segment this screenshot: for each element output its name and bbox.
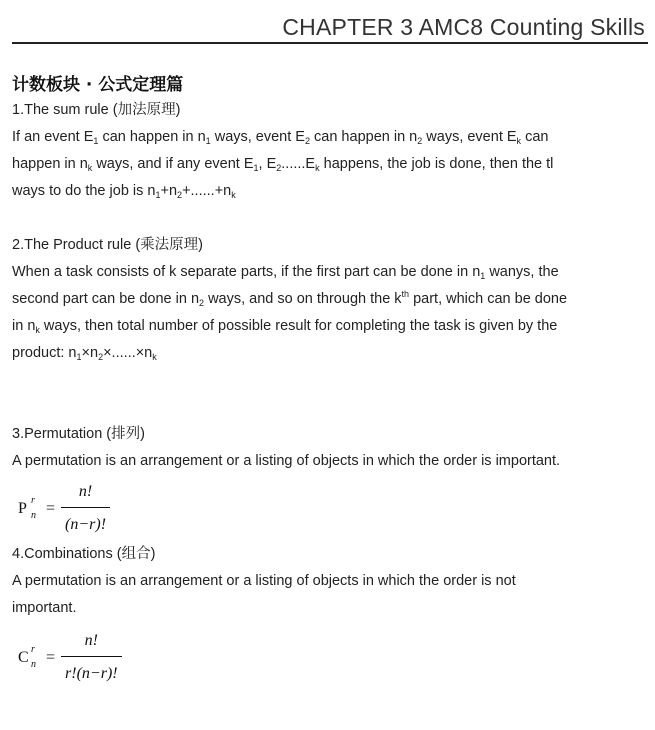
chapter-title: CHAPTER 3 AMC8 Counting Skills bbox=[282, 14, 645, 40]
product-rule-line-2: second part can be done in $n_2$ ways, and so on through the $k^{th}$ part, which can be done bbox=[12, 289, 568, 308]
sum-rule-line-2: happen in $n_k$ ways, and if any event $E_1$, $E_2......E_k$ happens, the job is done, then the tl bbox=[12, 156, 554, 173]
permutation-symbol: P r n bbox=[18, 494, 36, 521]
permutation-fraction: $\frac{n!}{(n-r)!}$ bbox=[61, 478, 110, 538]
combinations-text-line-1: A permutation is an arrangement or a listing of objects in which the order is not bbox=[12, 573, 516, 589]
product-rule-line-4: product: $n_1\times n_2\times......\times n_k$ bbox=[12, 345, 157, 362]
permutation-title: 3.Permutation (排列) bbox=[12, 426, 145, 442]
product-rule-line-3: in $n_k$ ways, then total number of possible result for completing the task is given by the bbox=[12, 318, 558, 335]
section-title: 计数板块 · 公式定理篇 bbox=[12, 75, 184, 95]
product-rule-line-1: When a task consists of k separate parts, if the first part can be done in $n_1$ wanys, the bbox=[12, 264, 559, 281]
sum-rule-line-3: ways to do the job is $n_1+n_2+......+n_k$ bbox=[12, 183, 236, 200]
permutation-formula: P r n = $\frac{n!}{(n-r)!}$ bbox=[18, 485, 642, 531]
combinations-symbol: C r n bbox=[18, 643, 36, 670]
sum-rule-line-1: If an event $E_1$ can happen in $n_1$ ways, event $E_2$ can happen in $n_2$ ways, event $E_k$ can bbox=[12, 129, 549, 146]
sum-rule-title: 1.The sum rule (加法原理) bbox=[12, 102, 181, 118]
header-divider bbox=[12, 42, 648, 44]
product-rule-title: 2.The Product rule (乘法原理) bbox=[12, 237, 203, 253]
permutation-text: A permutation is an arrangement or a listing of objects in which the order is important. bbox=[12, 453, 561, 469]
combinations-text-line-2: important. bbox=[12, 600, 77, 616]
combinations-formula: C r n = $\frac{n!}{r!(n-r)!}$ bbox=[18, 634, 642, 680]
document-body bbox=[12, 97, 642, 680]
combinations-title: 4.Combinations (组合) bbox=[12, 546, 156, 562]
combinations-fraction: $\frac{n!}{r!(n-r)!}$ bbox=[61, 627, 122, 687]
